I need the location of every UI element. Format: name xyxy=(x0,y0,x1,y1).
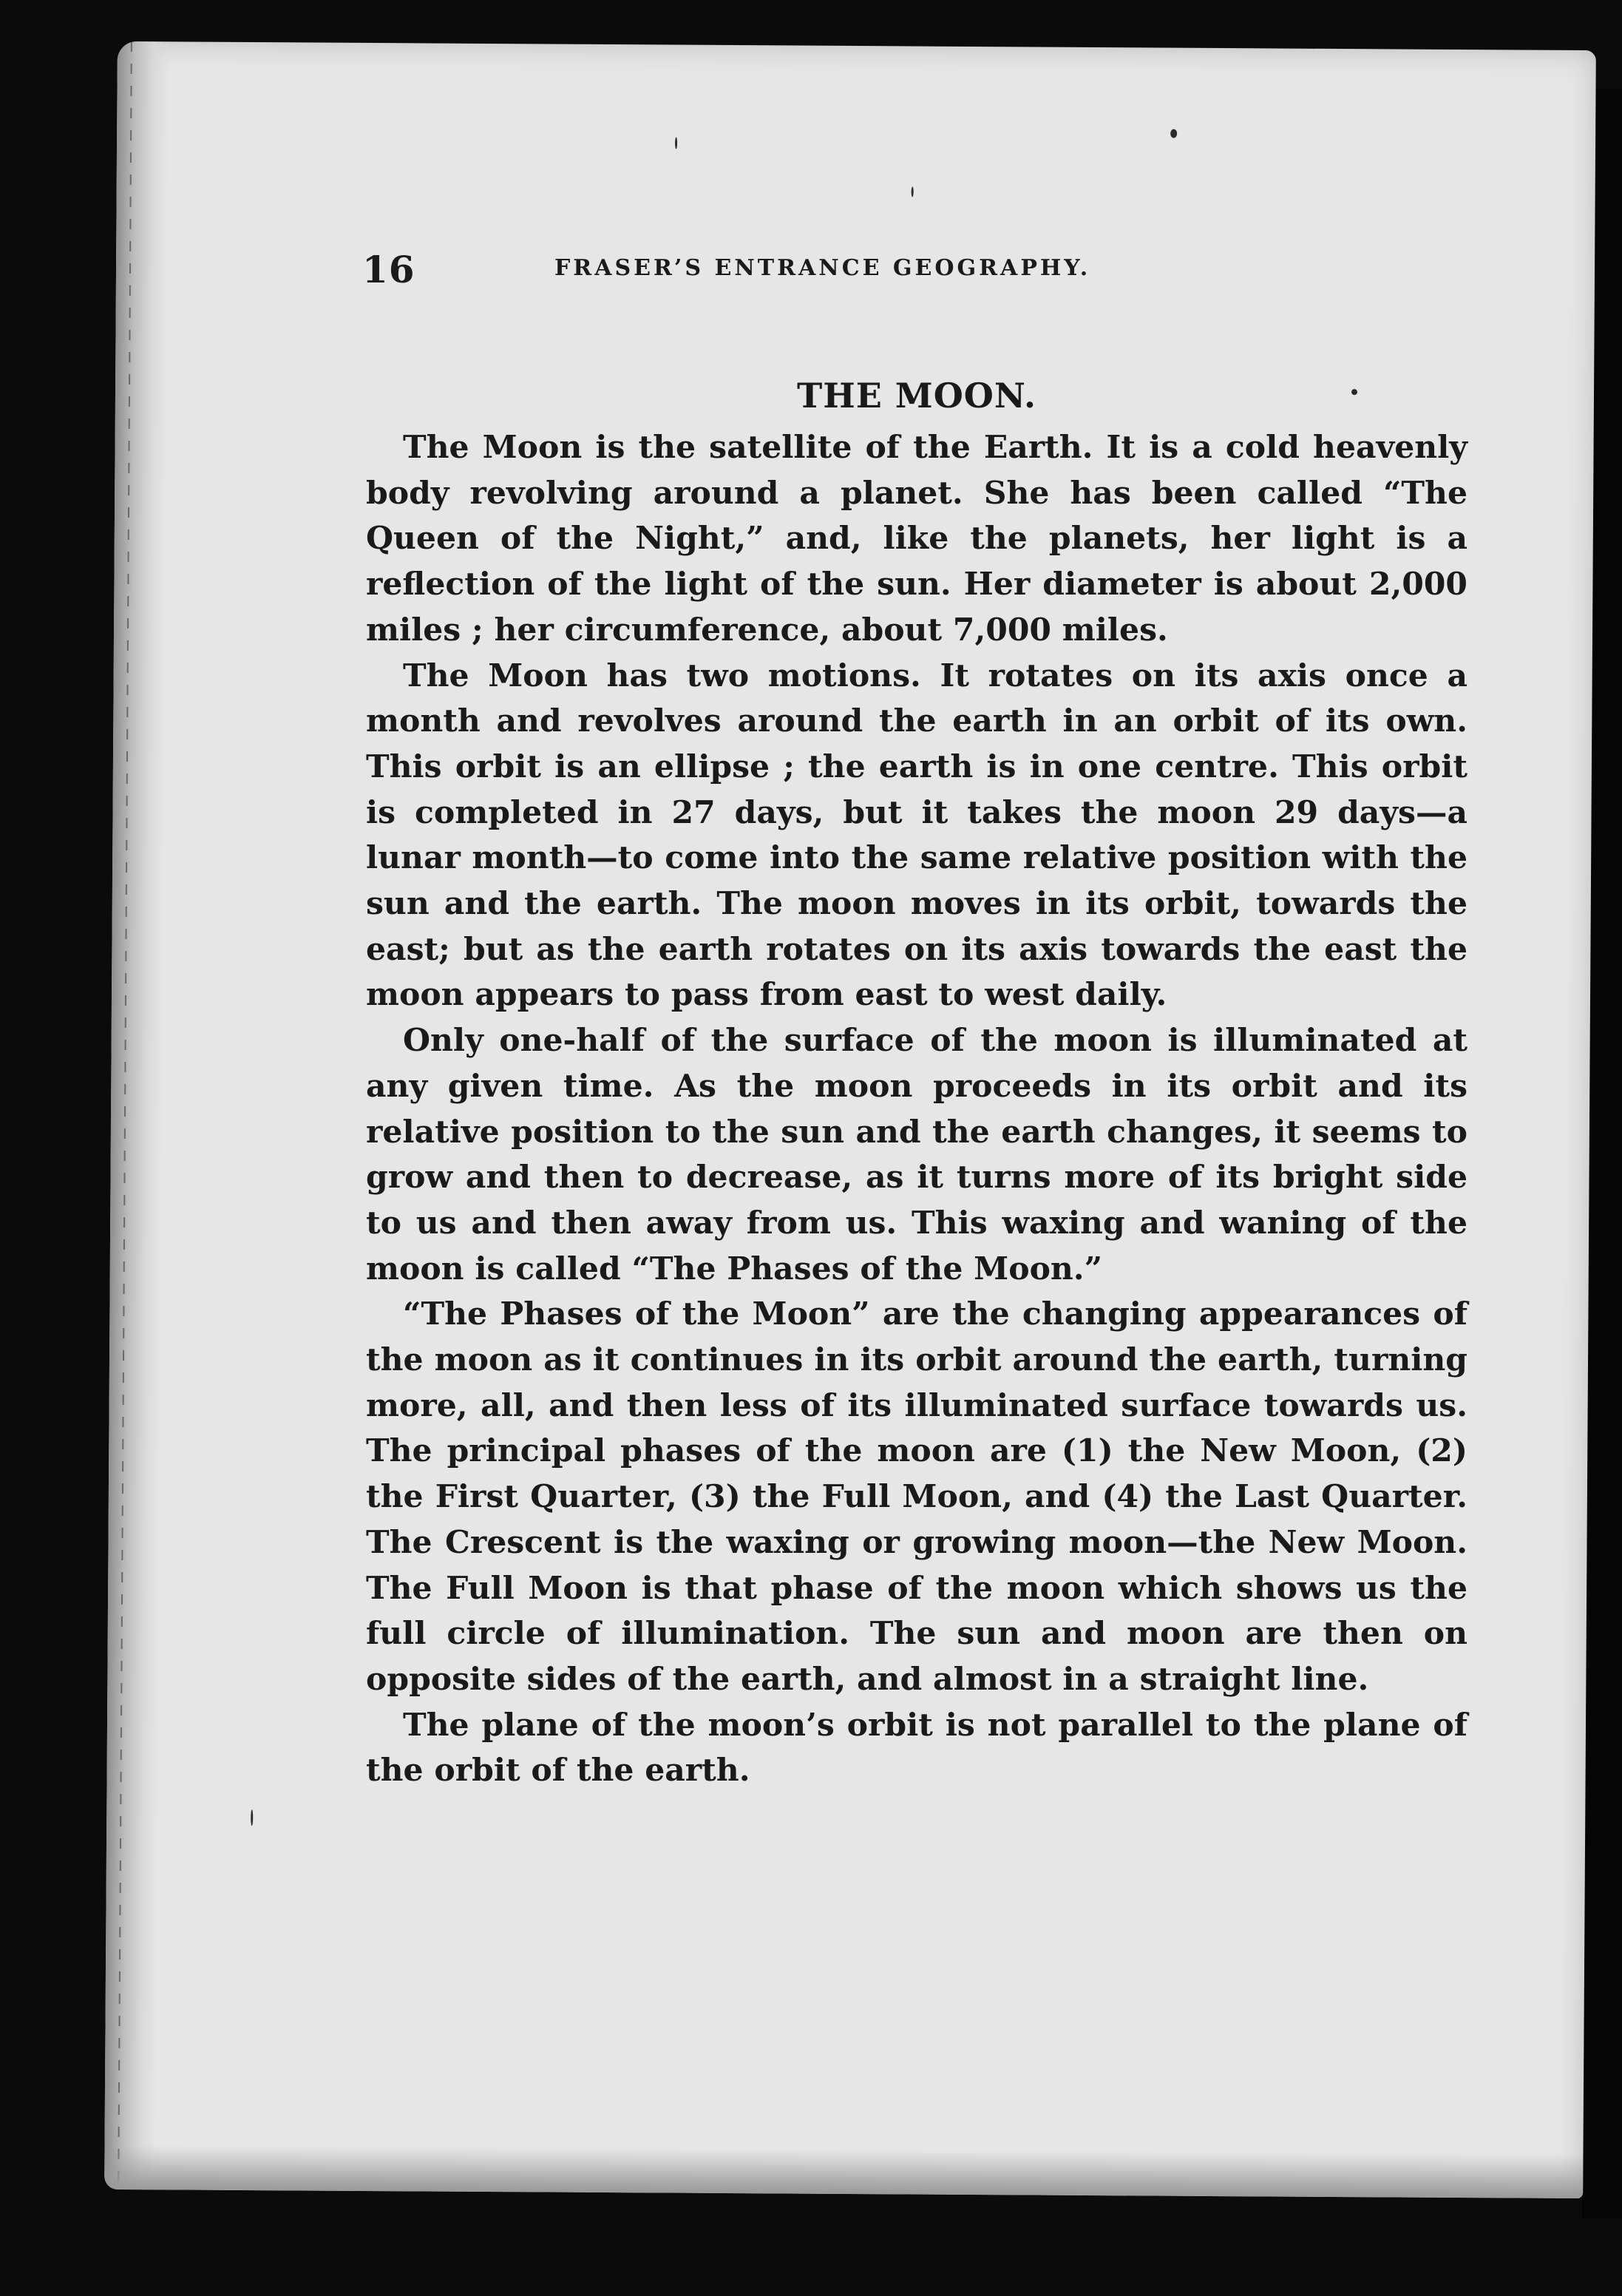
scan-speck xyxy=(675,138,677,149)
paragraph-2: The Moon has two motions. It rotates on its axis once a month and revolves around the earth in an orbit of its own. This orbit is an ellipse ; the earth is in one centre. This orbit is completed in 27 days, but it takes the moon 29 days—a lunar month—to come into the same relative position with the sun and the earth. The moon moves in its orbit, towards the east; but as the earth rotates on its axis towards the east the moon appears to pass from east to west daily. xyxy=(366,657,1467,1014)
paragraph-1: The Moon is the satellite of the Earth. It is a cold heavenly body revolving around a planet. She has been called “The Queen of the Night,” and, like the planets, her light is a reflection of the light of the sun. Her diameter is about 2,000 miles ; her circumference, about 7,000 miles. xyxy=(366,429,1467,648)
running-title: FRASER’S ENTRANCE GEOGRAPHY. xyxy=(554,255,1091,281)
running-head xyxy=(362,248,1264,299)
paragraph-4: “The Phases of the Moon” are the changing appearances of the moon as it continues in its orbit around the earth, turning more, all, and then less of its illuminated surface towards us. The principal phases of the moon are (1) the New Moon, (2) the First Quarter, (3) the Full Moon, and (4) the Last Quarter. The Crescent is the waxing or growing moon—the New Moon. The Full Moon is that phase of the moon which shows us the full circle of illumination. The sun and moon are then on opposite sides of the earth, and almost in a straight line. xyxy=(366,1296,1467,1698)
paragraph-3: Only one-half of the surface of the moon is illuminated at any given time. As the moon proceeds in its orbit and its relative position to the sun and the earth changes, it seems to grow and then to decrease, as it turns more of its bright side to us and then away from us. This waxing and waning of the moon is called “The Phases of the Moon.” xyxy=(366,1022,1467,1287)
page-number: 16 xyxy=(362,248,415,291)
paragraph-5: The plane of the moon’s orbit is not parallel to the plane of the orbit of the earth. xyxy=(366,1706,1467,1789)
scan-speck xyxy=(912,186,914,197)
section-heading: THE MOON. xyxy=(797,376,1036,416)
page-bottom-shadow xyxy=(104,2145,1583,2198)
scan-speck xyxy=(251,1809,253,1826)
scan-speck xyxy=(1170,129,1177,138)
body-text xyxy=(366,373,1467,1794)
page-gutter-shadow xyxy=(104,41,169,2190)
